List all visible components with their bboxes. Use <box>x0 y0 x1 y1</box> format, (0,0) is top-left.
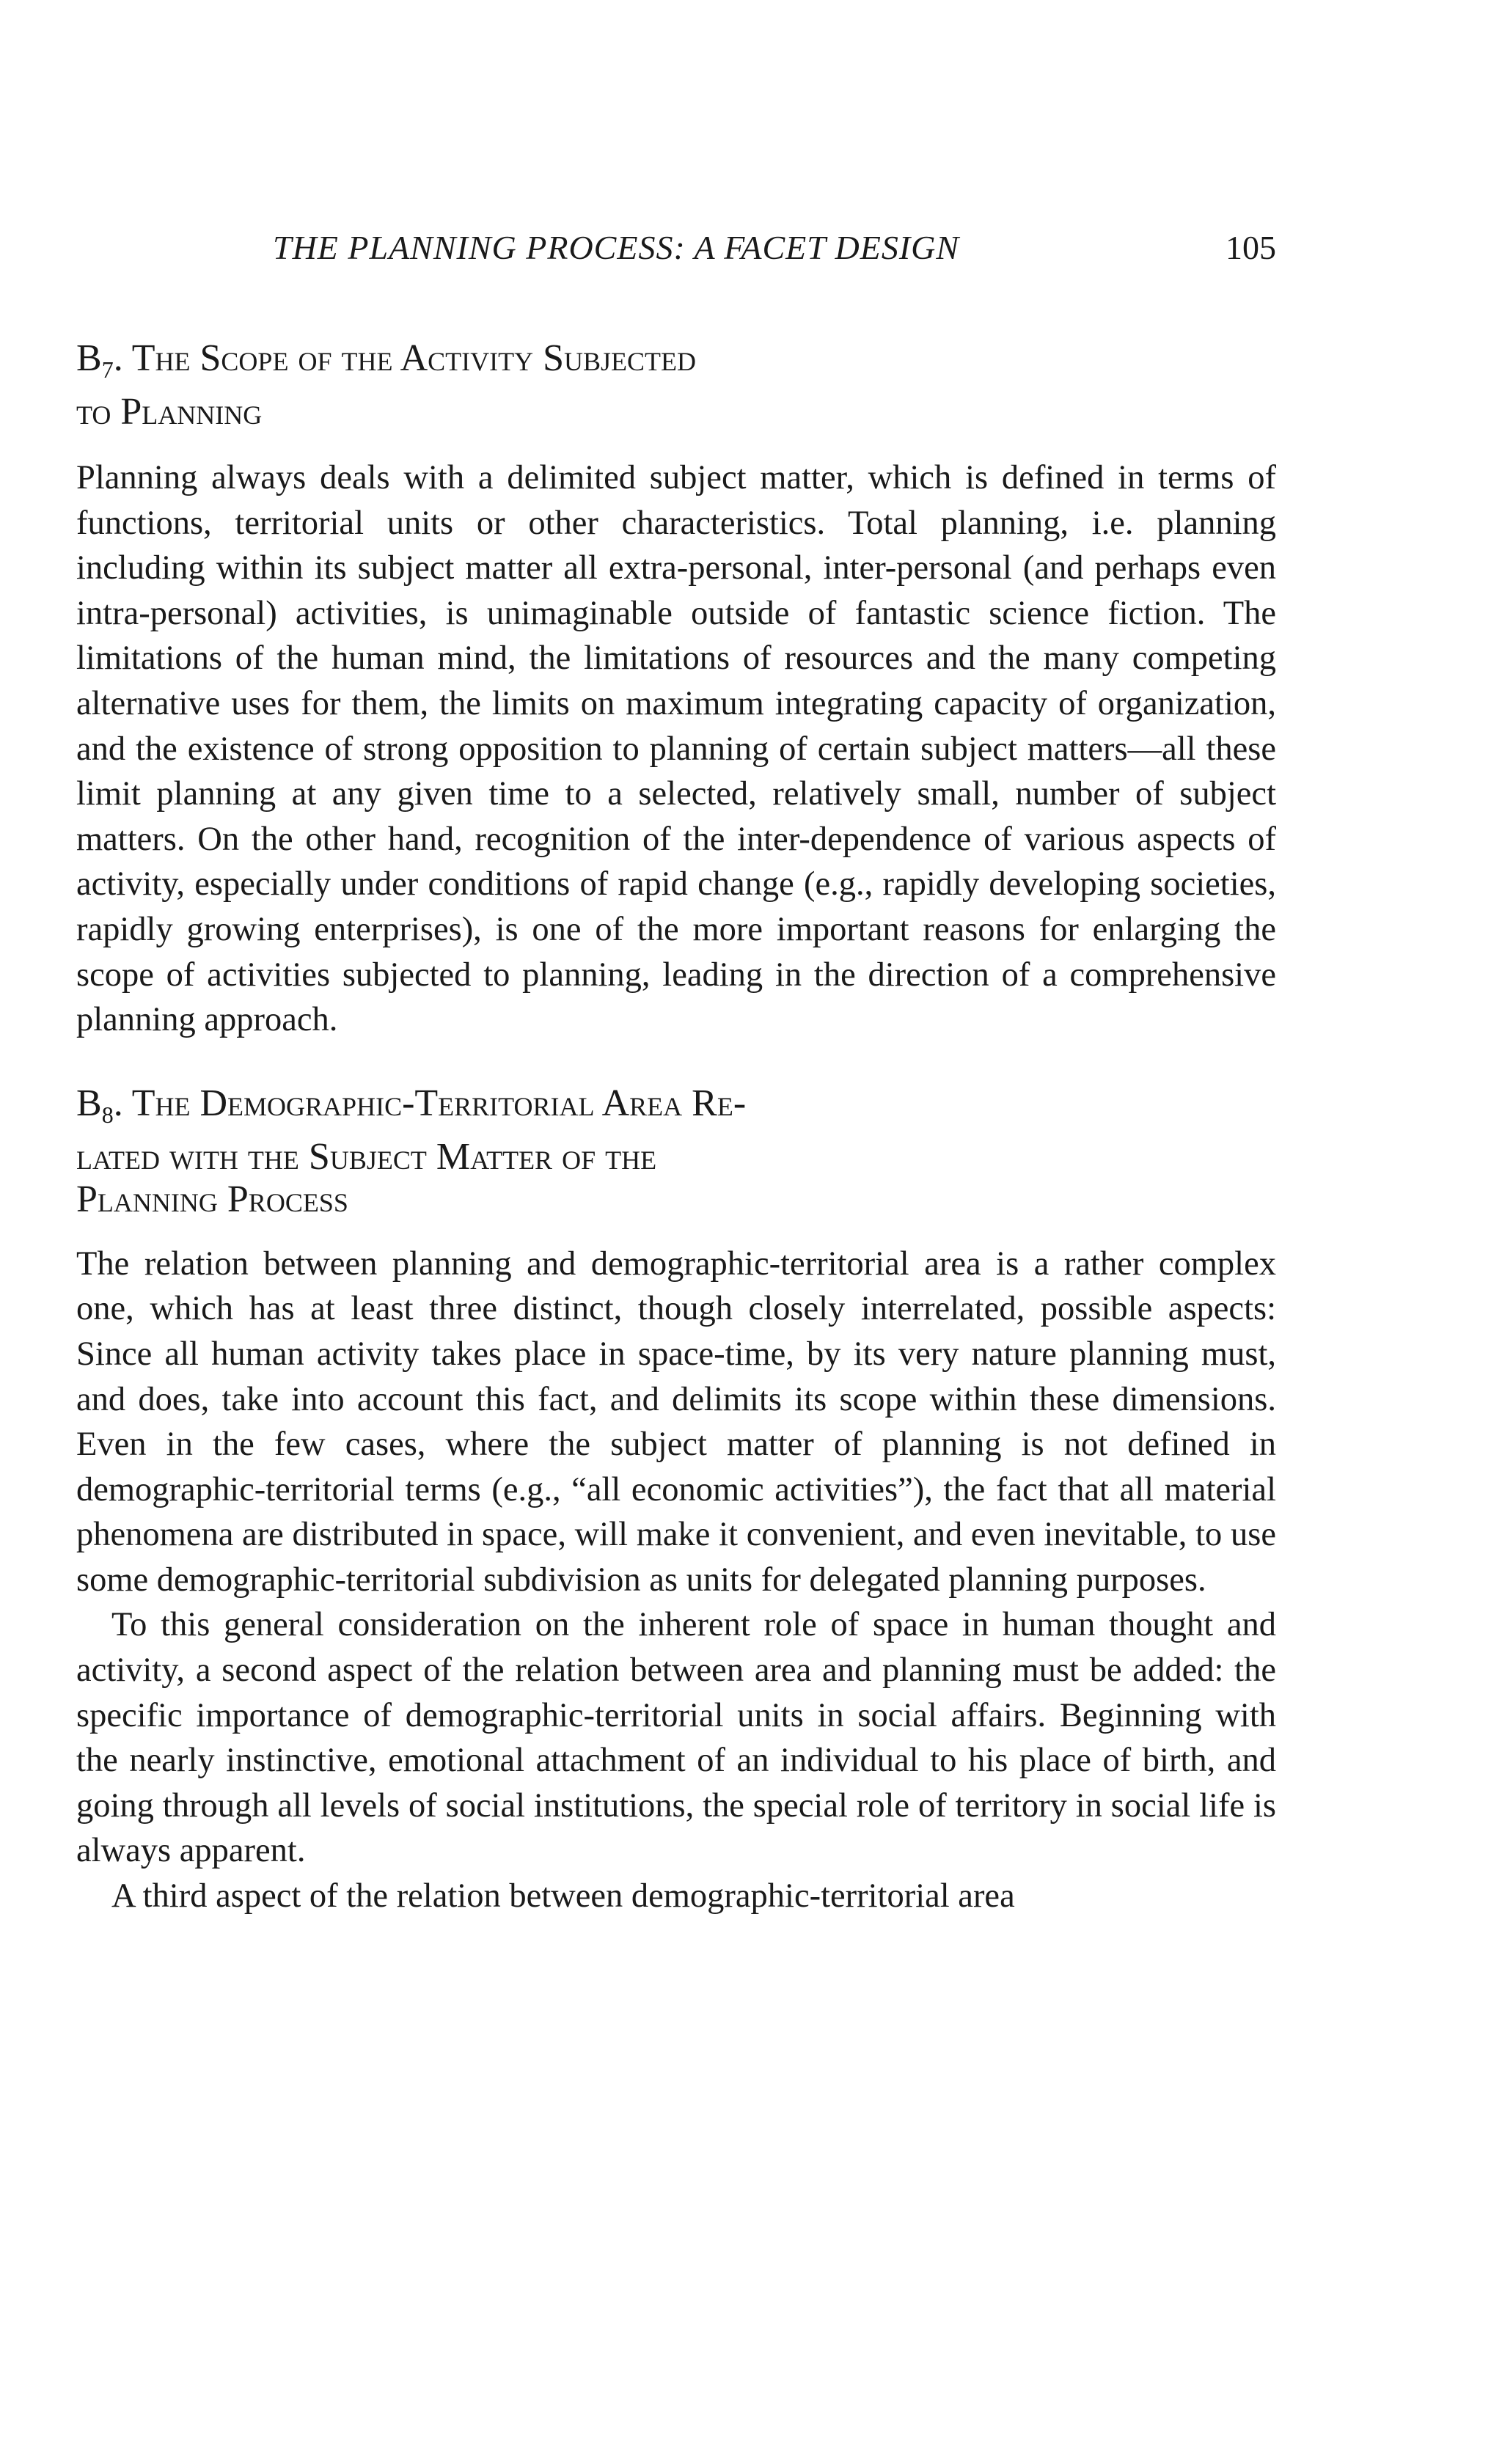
section-title-line: to Planning <box>76 391 263 433</box>
section-label: B <box>76 337 102 379</box>
section-label-subscript: 7 <box>101 356 114 383</box>
section-title-line: . The Scope of the Activity Subjected <box>113 337 697 379</box>
section-title-line: . The Demographic-Territorial Area Re- <box>113 1082 747 1124</box>
page-number: 105 <box>1226 229 1276 266</box>
section-label: B <box>76 1082 102 1124</box>
running-head <box>76 226 1276 270</box>
running-title: THE PLANNING PROCESS: A FACET DESIGN <box>273 229 960 266</box>
section-heading-b7 <box>76 337 1276 433</box>
paragraph-b8-3: A third aspect of the relation between demographic-territorial area <box>111 1877 1015 1915</box>
paragraph-b8-2: To this general consideration on the inherent role of space in human thought and activity, a second aspect of the relation between area and planning must be added: the specific importance of demographic-territorial units in social affairs. Beginning with the nearly instinctive, emotional attachment of an individual to his place of birth, and going through all levels of social institutions, the special role of territory in social life is always apparent. <box>76 1606 1276 1870</box>
section-label-subscript: 8 <box>101 1101 114 1128</box>
paragraph-b8-1: The relation between planning and demographic-territorial area is a rather complex one, which has at least three distinct, though closely interrelated, possible aspects: Since all human activity takes place in space-time, by its very nature planning must, and does, take into account this fact, and delimits its scope within these dimensions. Even in the few cases, where the subject matter of planning is not defined in demographic-territorial terms (e.g., “all economic activities”), the fact that all material phenomena are distributed in space, will make it convenient, and even inevitable, to use some demographic-territorial subdivision as units for delegated planning purposes. <box>76 1244 1276 1599</box>
section-heading-b8 <box>76 1082 1276 1221</box>
section-title-line: lated with the Subject Matter of the <box>76 1135 657 1178</box>
section-title-line: Planning Process <box>76 1178 348 1220</box>
paragraph-b7: Planning always deals with a delimited subject matter, which is defined in terms of functions, territorial units or other characteristics. Total planning, i.e. planning including within its subject matter all extra-personal, inter-personal (and perhaps even intra-personal) activities, is unimaginable outside of fantastic science fiction. The limitations of the human mind, the limitations of resources and the many competing alternative uses for them, the limits on maximum integrating capacity of organization, and the existence of strong opposition to planning of certain subject matters—all these limit planning at any given time to a selected, relatively small, number of subject matters. On the other hand, recognition of the inter-dependence of various aspects of activity, especially under conditions of rapid change (e.g., rapidly developing societies, rapidly growing enterprises), is one of the more important reasons for enlarging the scope of activities subjected to planning, leading in the direction of a comprehensive planning approach. <box>76 459 1276 1039</box>
body-text <box>76 337 1276 1919</box>
